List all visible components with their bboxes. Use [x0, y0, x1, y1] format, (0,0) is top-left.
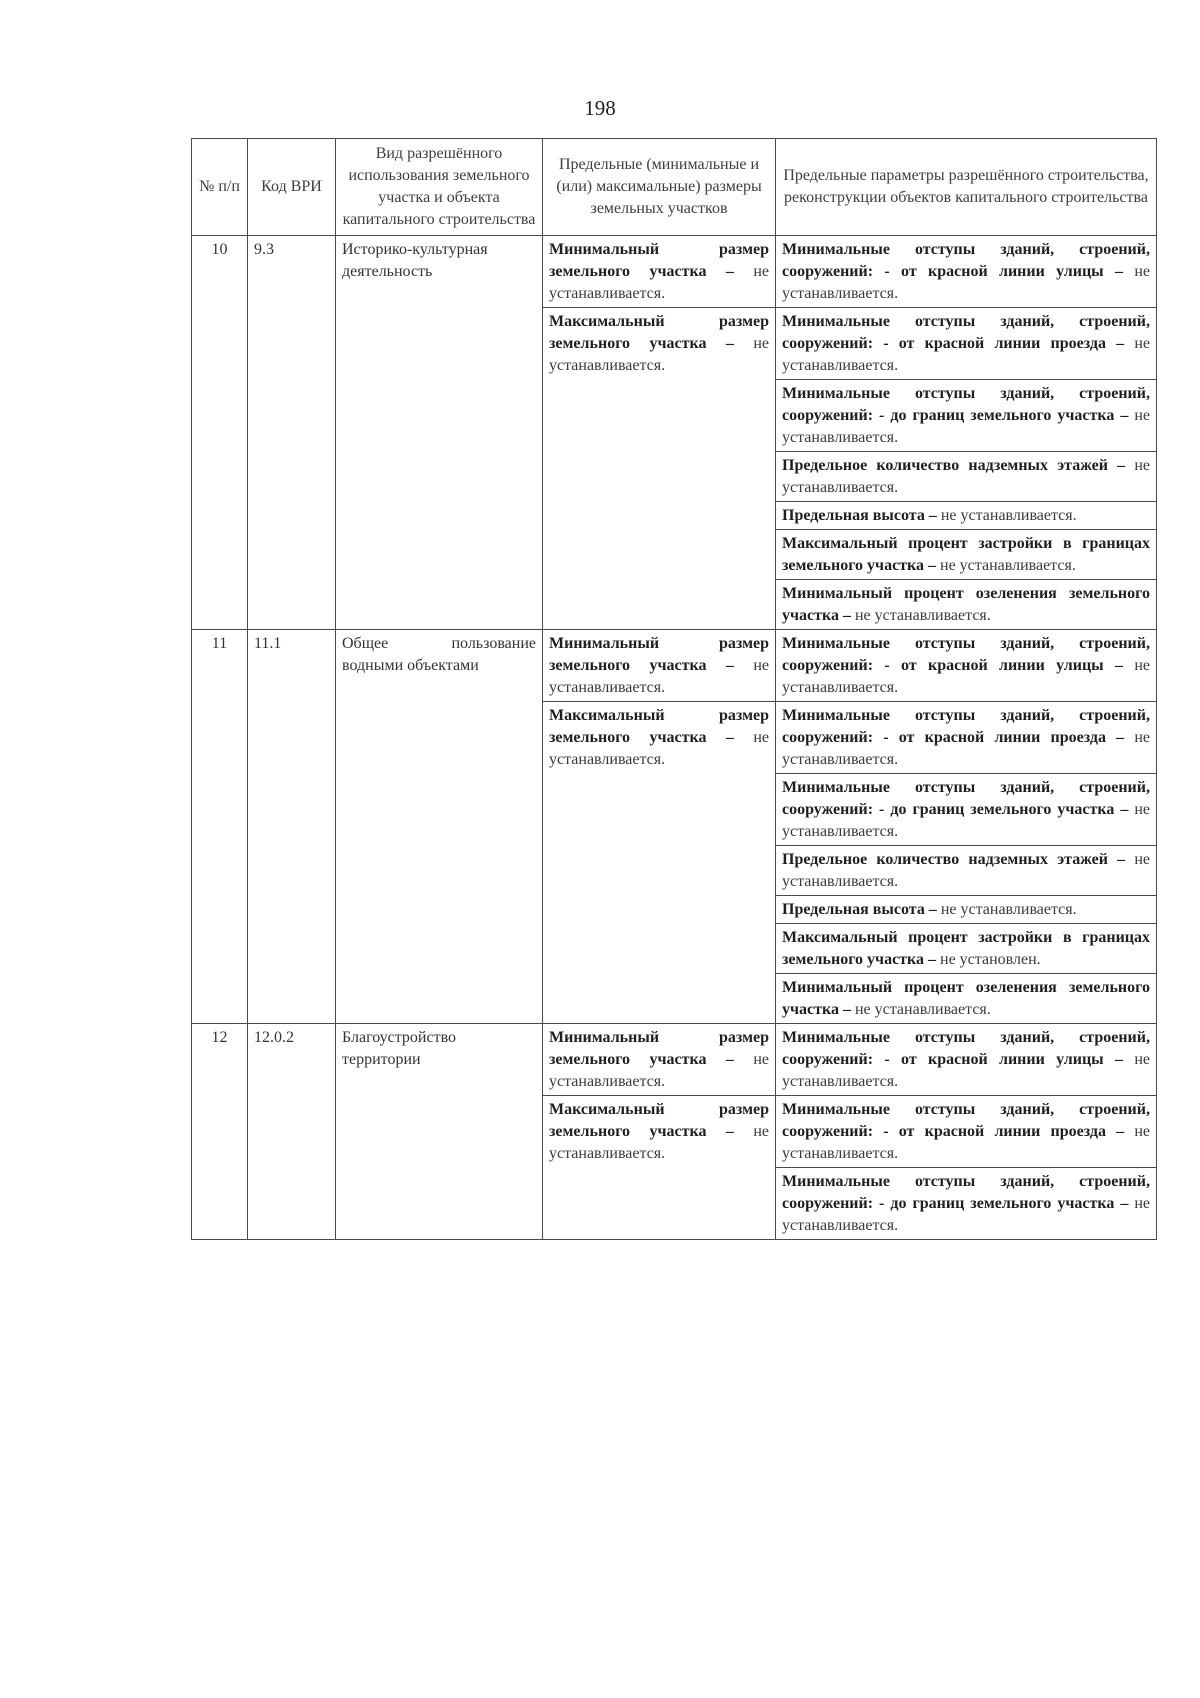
build-param-cell — [776, 896, 1157, 924]
criterion-label: Минимальный процент озеленения земельного участка – — [782, 585, 1150, 624]
criterion-label: Максимальный процент застройки в границах земельного участка – — [782, 929, 1150, 968]
criterion-value: не устанавливается. — [782, 263, 1151, 302]
criterion-value: не устанавливается. — [782, 1195, 1151, 1234]
header-build-params: Предельные параметры разрешённого строительства, реконструкции объектов капитального строительства — [776, 139, 1157, 236]
criterion-label: Предельная высота – — [782, 507, 937, 524]
criterion-value: не устанавливается. — [782, 1123, 1151, 1162]
build-param-cell — [776, 308, 1157, 380]
criterion-value: не устанавливается. — [940, 557, 1076, 574]
row-vri-code: 12.0.2 — [248, 1024, 336, 1240]
criterion-label: Минимальные отступы зданий, строений, сооружений: - до границ земельного участка – — [782, 385, 1150, 424]
plot-size-cell — [543, 1024, 776, 1096]
table-row — [192, 236, 1157, 308]
build-param-cell — [776, 1096, 1157, 1168]
criterion-value: не устанавливается. — [549, 657, 769, 696]
criterion-label: Минимальные отступы зданий, строений, сооружений: - от красной линии проезда – — [782, 1101, 1150, 1140]
row-usage-name: Общее пользование водными объектами — [336, 630, 543, 1024]
criterion-label: Минимальный размер земельного участка – — [549, 1029, 769, 1068]
row-number: 10 — [192, 236, 248, 630]
table-row — [192, 1024, 1157, 1096]
build-param-cell — [776, 974, 1157, 1024]
table-header — [192, 139, 1157, 236]
criterion-label: Минимальный размер земельного участка – — [549, 635, 769, 674]
criterion-label: Максимальный процент застройки в границах земельного участка – — [782, 535, 1150, 574]
criterion-value: не устанавливается. — [549, 1123, 769, 1162]
criterion-label: Предельная высота – — [782, 901, 937, 918]
build-param-cell — [776, 846, 1157, 896]
criterion-label: Минимальные отступы зданий, строений, сооружений: - от красной линии улицы – — [782, 635, 1150, 674]
row-number: 11 — [192, 630, 248, 1024]
criterion-value: не устанавливается. — [782, 1051, 1151, 1090]
criterion-value: не устанавливается. — [782, 335, 1151, 374]
build-param-cell — [776, 924, 1157, 974]
criterion-value: не устанавливается. — [854, 607, 991, 624]
header-num: № п/п — [192, 139, 248, 236]
table-row — [192, 630, 1157, 702]
regulations-table — [191, 138, 1157, 1240]
criterion-label: Минимальные отступы зданий, строений, сооружений: - до границ земельного участка – — [782, 1173, 1150, 1212]
criterion-label: Минимальные отступы зданий, строений, сооружений: - до границ земельного участка – — [782, 779, 1150, 818]
criterion-value: не устанавливается. — [782, 801, 1151, 840]
table-body — [192, 236, 1157, 1240]
criterion-label: Максимальный размер земельного участка – — [549, 707, 769, 746]
criterion-label: Предельное количество надземных этажей – — [782, 851, 1126, 868]
criterion-label: Минимальные отступы зданий, строений, сооружений: - от красной линии проезда – — [782, 313, 1150, 352]
plot-size-cell — [543, 236, 776, 308]
build-param-cell — [776, 452, 1157, 502]
header-row — [192, 139, 1157, 236]
row-usage-name: Историко-культурная деятельность — [336, 236, 543, 630]
build-param-cell — [776, 1024, 1157, 1096]
build-param-cell — [776, 630, 1157, 702]
header-plot-sizes: Предельные (минимальные и (или) максимальные) размеры земельных участков — [543, 139, 776, 236]
page-number: 198 — [584, 96, 616, 120]
header-code: Код ВРИ — [248, 139, 336, 236]
header-usage-type: Вид разрешённого использования земельного участка и объекта капитального строительства — [336, 139, 543, 236]
criterion-value: не установлен. — [940, 951, 1041, 968]
criterion-label: Максимальный размер земельного участка – — [549, 313, 769, 352]
row-vri-code: 11.1 — [248, 630, 336, 1024]
criterion-label: Минимальные отступы зданий, строений, сооружений: - от красной линии улицы – — [782, 1029, 1150, 1068]
criterion-label: Минимальные отступы зданий, строений, сооружений: - от красной линии проезда – — [782, 707, 1150, 746]
criterion-value: не устанавливается. — [940, 901, 1077, 918]
plot-size-cell — [543, 702, 776, 1024]
row-usage-name: Благоустройство территории — [336, 1024, 543, 1240]
criterion-label: Минимальные отступы зданий, строений, сооружений: - от красной линии улицы – — [782, 241, 1150, 280]
build-param-cell — [776, 1168, 1157, 1240]
criterion-value: не устанавливается. — [940, 507, 1077, 524]
build-param-cell — [776, 380, 1157, 452]
criterion-value: не устанавливается. — [782, 407, 1151, 446]
plot-size-cell — [543, 1096, 776, 1240]
row-vri-code: 9.3 — [248, 236, 336, 630]
criterion-value: не устанавливается. — [549, 1051, 769, 1090]
build-param-cell — [776, 502, 1157, 530]
plot-size-cell — [543, 308, 776, 630]
build-param-cell — [776, 530, 1157, 580]
row-number: 12 — [192, 1024, 248, 1240]
criterion-label: Минимальный процент озеленения земельного участка – — [782, 979, 1150, 1018]
criterion-value: не устанавливается. — [549, 729, 769, 768]
build-param-cell — [776, 702, 1157, 774]
criterion-value: не устанавливается. — [782, 657, 1151, 696]
criterion-value: не устанавливается. — [549, 335, 769, 374]
plot-size-cell — [543, 630, 776, 702]
build-param-cell — [776, 236, 1157, 308]
criterion-label: Минимальный размер земельного участка – — [549, 241, 769, 280]
build-param-cell — [776, 580, 1157, 630]
criterion-label: Предельное количество надземных этажей – — [782, 457, 1126, 474]
criterion-value: не устанавливается. — [782, 457, 1150, 496]
criterion-value: не устанавливается. — [782, 851, 1150, 890]
criterion-value: не устанавливается. — [782, 729, 1151, 768]
criterion-value: не устанавливается. — [549, 263, 769, 302]
build-param-cell — [776, 774, 1157, 846]
criterion-value: не устанавливается. — [854, 1001, 991, 1018]
criterion-label: Максимальный размер земельного участка – — [549, 1101, 769, 1140]
